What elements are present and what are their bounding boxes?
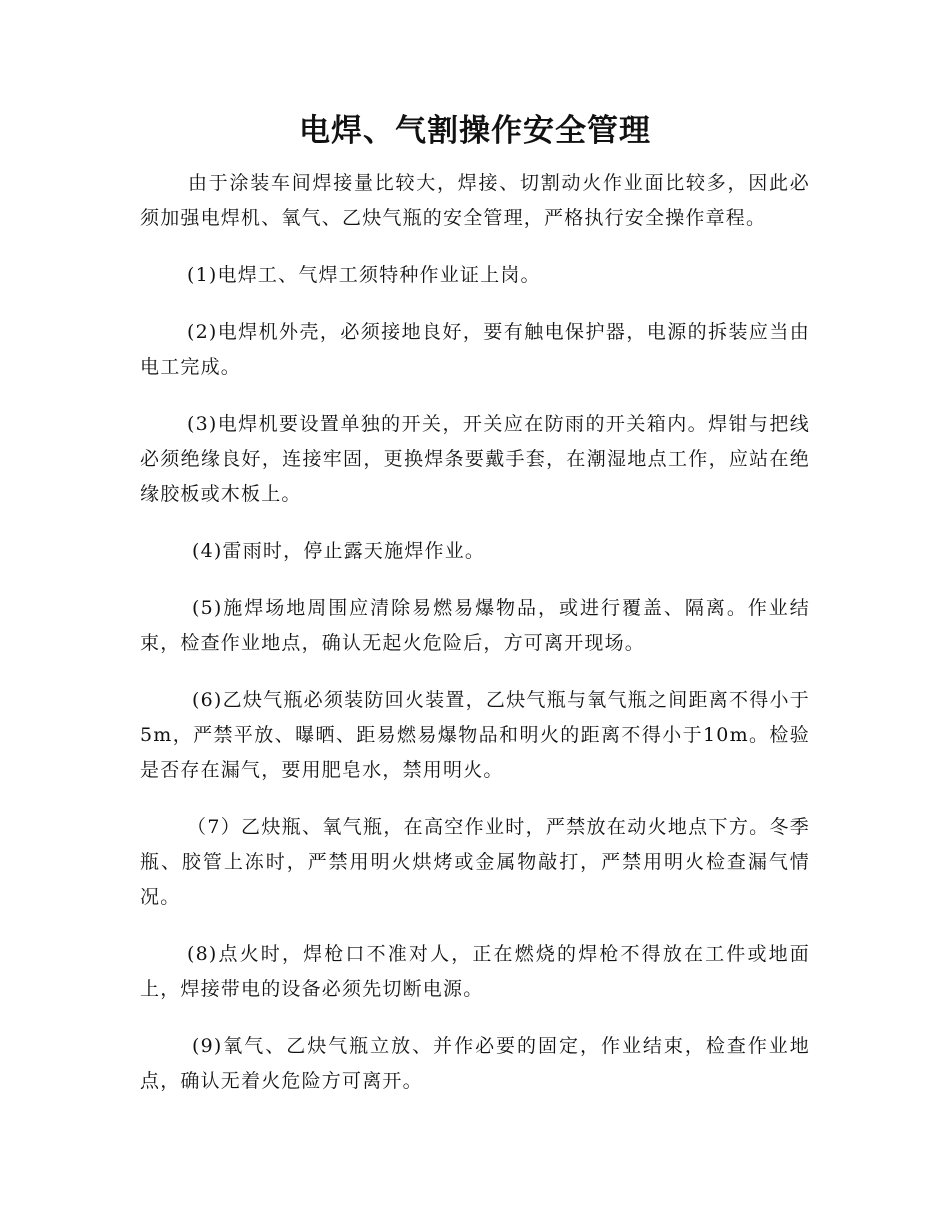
rule-item-1: (1)电焊工、气焊工须特种作业证上岗。 [187, 264, 541, 286]
rule-item-2: (2)电焊机外壳，必须接地良好，要有触电保护器，电源的拆装应当由电工完成。 [140, 321, 810, 378]
rule-item-9: (9)氧气、乙炔气瓶立放、并作必要的固定，作业结束，检查作业地点，确认无着火危险方可离开。 [140, 1035, 810, 1092]
page-title: 电焊、气割操作安全管理 [299, 113, 651, 149]
rule-item-8: (8)点火时，焊枪口不准对人，正在燃烧的焊枪不得放在工件或地面上，焊接带电的设备必须先切断电源。 [140, 943, 810, 1000]
rule-item-7: （7）乙炔瓶、氧气瓶，在高空作业时，严禁放在动火地点下方。冬季瓶、胶管上冻时，严禁用明火烘烤或金属物敲打，严禁用明火检查漏气情况。 [140, 816, 810, 908]
rule-item-3: (3)电焊机要设置单独的开关，开关应在防雨的开关箱内。焊钳与把线必须绝缘良好，连接牢固，更换焊条要戴手套，在潮湿地点工作，应站在绝缘胶板或木板上。 [140, 413, 810, 505]
rule-item-6: (6)乙炔气瓶必须装防回火装置，乙炔气瓶与氧气瓶之间距离不得小于5m，严禁平放、曝晒、距易燃易爆物品和明火的距离不得小于10m。检验是否存在漏气，要用肥皂水，禁用明火。 [140, 689, 810, 781]
document-body [140, 166, 810, 1121]
intro-paragraph: 由于涂装车间焊接量比较大，焊接、切割动火作业面比较多，因此必须加强电焊机、氧气、乙炔气瓶的安全管理，严格执行安全操作章程。 [140, 172, 810, 229]
rule-item-4: (4)雷雨时，停止露天施焊作业。 [192, 540, 486, 562]
rule-item-5: (5)施焊场地周围应清除易燃易爆物品，或进行覆盖、隔离。作业结束，检查作业地点，确认无起火危险后，方可离开现场。 [140, 597, 810, 654]
